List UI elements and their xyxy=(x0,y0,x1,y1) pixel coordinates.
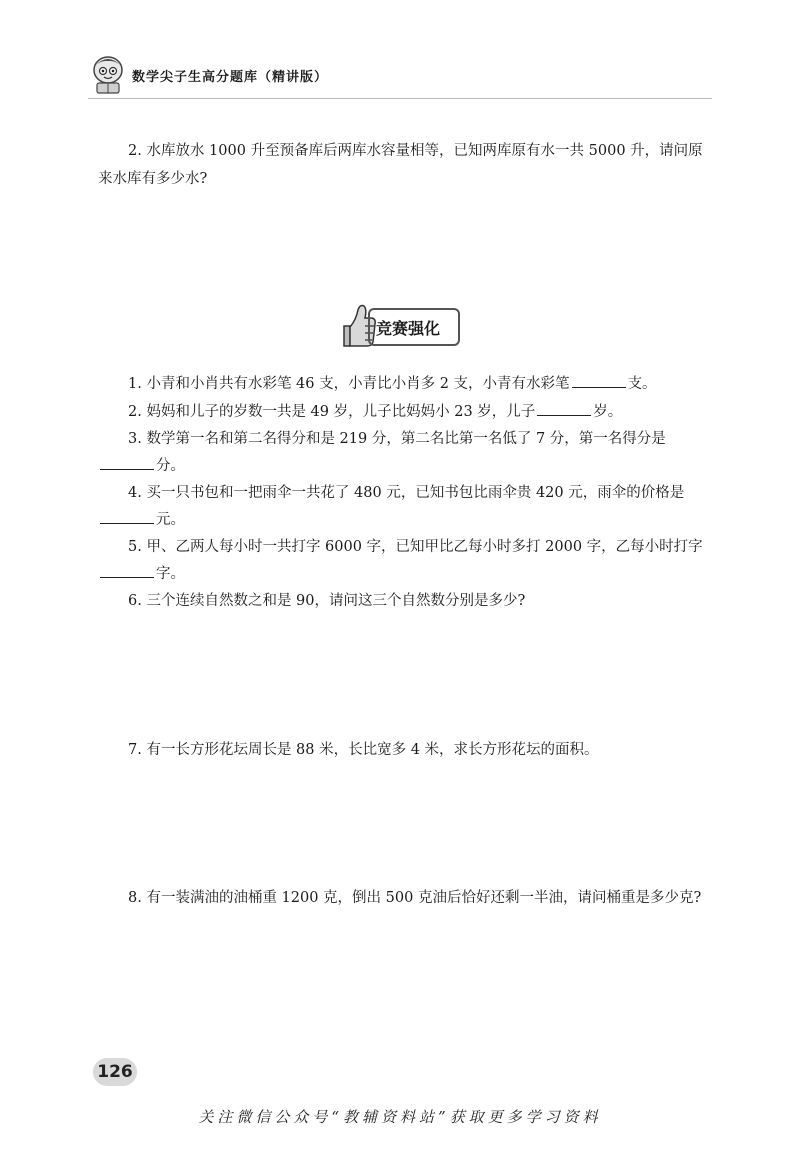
question-5-cont xyxy=(98,560,710,588)
book-title: 数学尖子生高分题库（精讲版） xyxy=(132,70,329,85)
section-title: 竞赛强化 xyxy=(376,319,441,338)
question-text: 4. 买一只书包和一把雨伞一共花了 480 元，已知书包比雨伞贵 420 元，雨伞的价格是 xyxy=(128,485,685,501)
answer-blank xyxy=(100,509,154,524)
question-1 xyxy=(98,370,710,398)
question-4 xyxy=(98,479,710,507)
answer-blank xyxy=(537,401,591,416)
question-suffix: 字。 xyxy=(156,566,185,582)
question-text: 1. 小青和小肖共有水彩笔 46 支，小青比小肖多 2 支，小青有水彩笔 xyxy=(128,376,570,392)
answer-blank xyxy=(572,373,626,388)
question-4-cont xyxy=(98,506,710,534)
question-suffix: 分。 xyxy=(156,458,185,474)
answer-blank xyxy=(100,563,154,578)
page-number: 126 xyxy=(93,1058,137,1086)
question-suffix: 支。 xyxy=(627,376,657,392)
question-text: 8. 有一装满油的油桶重 1200 克，倒出 500 克油后恰好还剩一半油，请问桶重是多少克? xyxy=(128,890,702,906)
answer-blank xyxy=(100,455,154,470)
question-text: 3. 数学第一名和第二名得分和是 219 分，第二名比第一名低了 7 分，第一名得分是 xyxy=(128,431,666,447)
question-text: 2. 妈妈和儿子的岁数一共是 49 岁，儿子比妈妈小 23 岁，儿子 xyxy=(128,404,536,420)
question-suffix: 岁。 xyxy=(593,404,623,420)
question-2 xyxy=(98,398,710,426)
page-header xyxy=(88,52,712,99)
cartoon-student-icon xyxy=(88,52,128,96)
question-3-cont xyxy=(98,452,710,480)
question-8 xyxy=(98,884,710,912)
question-text: 6. 三个连续自然数之和是 90，请问这三个自然数分别是多少? xyxy=(128,593,526,609)
footer-note: 关注微信公众号“教辅资料站”获取更多学习资料 xyxy=(198,1108,602,1126)
question-top-2 xyxy=(98,137,710,165)
question-line: 2. 水库放水 1000 升至预备库后两库水容量相等，已知两库原有水一共 5000 升，请问原 xyxy=(128,143,703,159)
question-3 xyxy=(98,425,710,453)
question-top-2-cont xyxy=(98,165,710,193)
question-7 xyxy=(98,736,710,764)
section-heading xyxy=(336,300,466,352)
question-text: 5. 甲、乙两人每小时一共打字 6000 字，已知甲比乙每小时多打 2000 字，乙每小时打字 xyxy=(128,539,703,555)
question-6 xyxy=(98,587,710,615)
question-suffix: 元。 xyxy=(156,512,185,528)
question-text: 7. 有一长方形花坛周长是 88 米，长比宽多 4 米，求长方形花坛的面积。 xyxy=(128,742,599,758)
question-line: 来水库有多少水? xyxy=(98,171,208,187)
question-5 xyxy=(98,533,710,561)
